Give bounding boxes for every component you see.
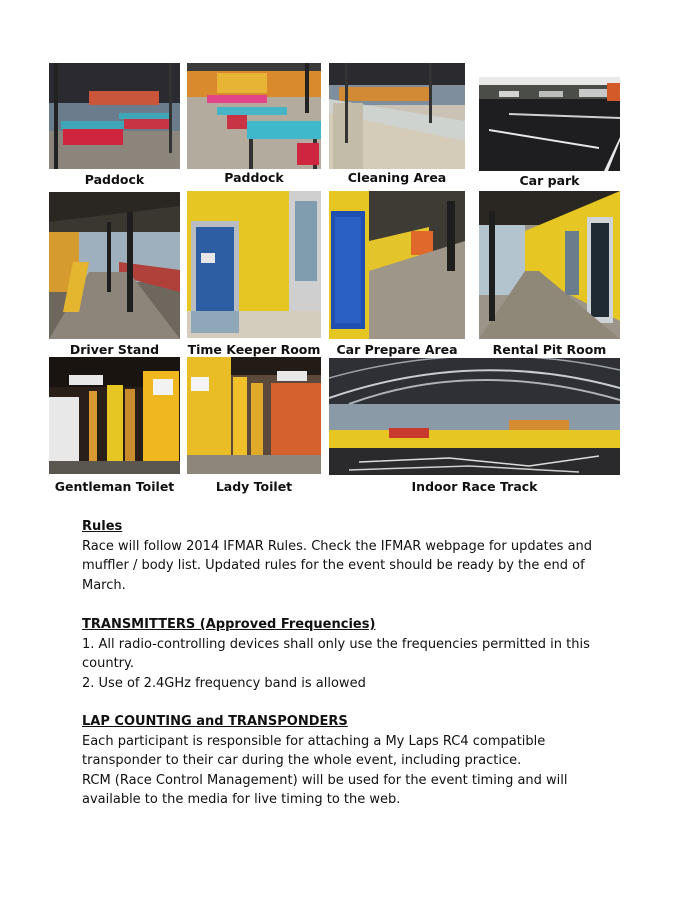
transmitters-section — [82, 615, 622, 693]
photo-caption: Lady Toilet — [215, 479, 293, 494]
photo-caption: Gentleman Toilet — [54, 479, 175, 494]
rules-line: Race will follow 2014 IFMAR Rules. Check the IFMAR webpage for updates and — [82, 538, 593, 554]
transmitters-line: 2. Use of 2.4GHz frequency band is allowed — [82, 675, 366, 691]
lap-counting-line: transponder to their car during the whole event, including practice. — [82, 753, 522, 768]
transmitters-line: 1. All radio-controlling devices shall only use the frequencies permitted in this — [82, 636, 590, 652]
photo-caption: Car Prepare Area — [336, 342, 458, 357]
photo-caption: Indoor Race Track — [411, 479, 538, 494]
photo-caption: Rental Pit Room — [492, 342, 607, 357]
photo-caption: Cleaning Area — [347, 170, 447, 185]
photo-indoor-race-track — [329, 358, 620, 475]
rules-line: muffler / body list. Updated rules for the event should be ready by the end of — [82, 558, 585, 573]
photo-car-prepare-area — [329, 191, 465, 339]
photo-cleaning-area — [329, 63, 465, 169]
transmitters-heading: TRANSMITTERS (Approved Frequencies) — [82, 617, 376, 632]
photo-caption: Paddock — [84, 172, 145, 187]
lap-counting-section — [82, 712, 622, 810]
lap-counting-line: RCM (Race Control Management) will be used for the event timing and will — [82, 772, 568, 788]
photo-gentleman-toilet — [49, 357, 180, 474]
rules-line: March. — [82, 577, 126, 593]
rules-section — [82, 517, 622, 595]
photo-driver-stand — [49, 192, 180, 339]
photo-paddock-1 — [49, 63, 180, 169]
photo-caption: Paddock — [224, 170, 284, 185]
lap-counting-line: Each participant is responsible for attaching a My Laps RC4 compatible — [82, 733, 546, 749]
photo-paddock-2 — [187, 63, 321, 169]
photo-lady-toilet — [187, 357, 321, 474]
photo-time-keeper-room — [187, 191, 321, 338]
lap-counting-line: available to the media for live timing to the web. — [82, 792, 401, 807]
photo-caption: Time Keeper Room — [187, 342, 321, 357]
photo-caption: Driver Stand — [69, 342, 160, 357]
photo-caption: Car park — [519, 173, 580, 188]
lap-counting-heading: LAP COUNTING and TRANSPONDERS — [82, 714, 348, 729]
transmitters-line: country. — [82, 656, 134, 671]
rules-heading: Rules — [82, 519, 123, 534]
photo-car-park — [479, 77, 620, 171]
photo-rental-pit-room — [479, 191, 620, 339]
